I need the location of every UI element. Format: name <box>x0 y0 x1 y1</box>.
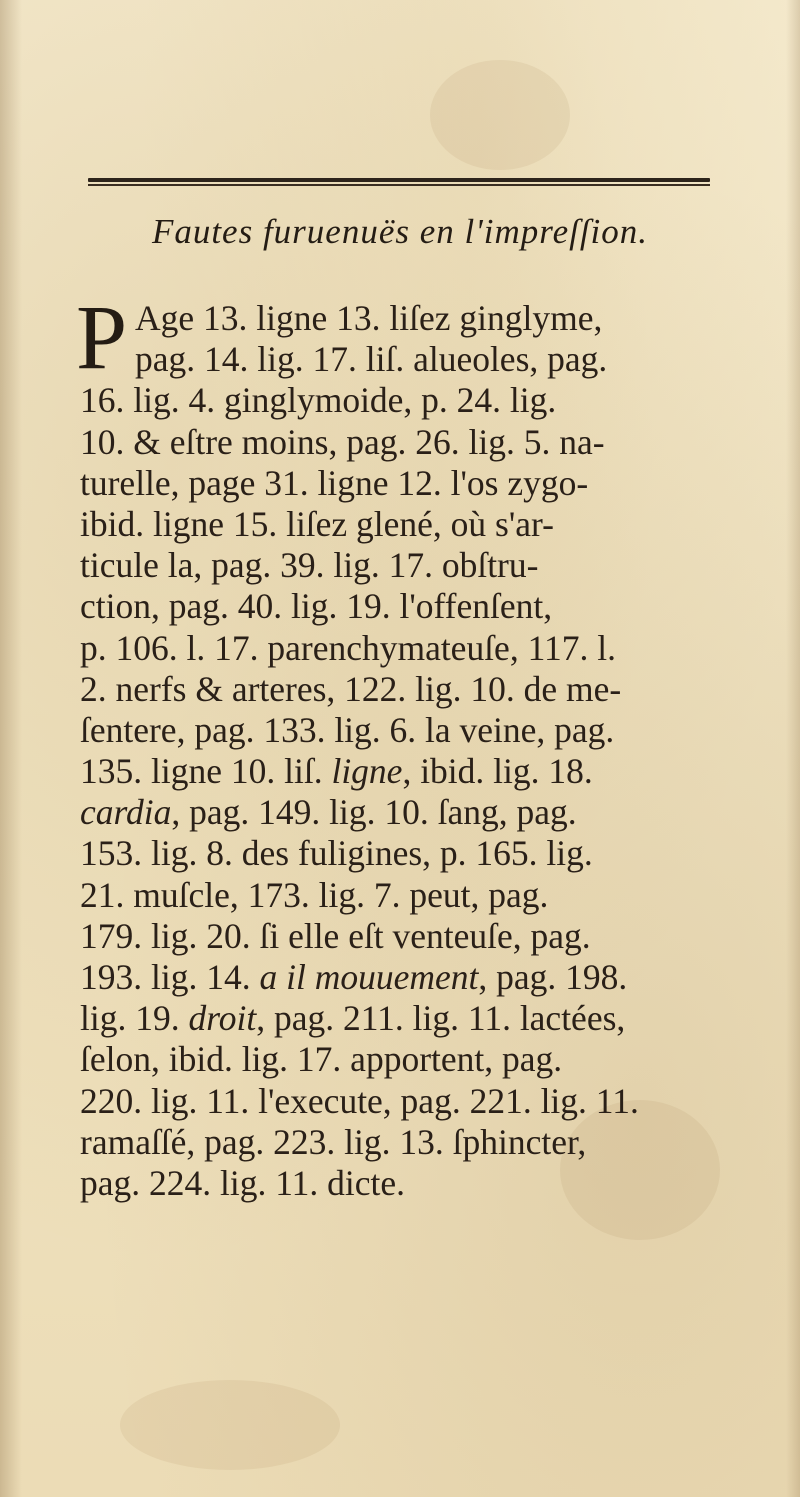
errata-lines <box>80 298 720 1204</box>
italic-text: ligne <box>331 751 403 792</box>
text-line <box>80 1039 720 1080</box>
text-line <box>80 545 720 586</box>
text-line <box>80 504 720 545</box>
text-line <box>80 751 720 792</box>
text-segment: turelle, page 31. ligne 12. l'os zygo- <box>80 462 589 503</box>
text-line <box>80 422 720 463</box>
text-segment: ramaſſé, pag. 223. lig. 13. ſphincter, <box>80 1121 587 1162</box>
text-segment: ſelon, ibid. lig. 17. apportent, pag. <box>80 1039 563 1080</box>
text-line <box>80 586 720 627</box>
text-segment: 10. & eſtre moins, pag. 26. lig. 5. na- <box>80 421 605 462</box>
errata-heading: Fautes furuenuës en l'impreſſion. <box>151 212 649 251</box>
text-line <box>80 669 720 710</box>
text-line <box>80 710 720 751</box>
header-rule <box>88 178 710 187</box>
header-rule-thick <box>88 178 710 182</box>
text-line <box>80 1163 720 1204</box>
text-segment: ticule la, pag. 39. lig. 17. obſtru- <box>80 545 539 586</box>
text-line <box>80 833 720 874</box>
text-segment: p. 106. l. 17. parenchymateuſe, 117. l. <box>80 627 616 668</box>
text-segment: 135. ligne 10. liſ. <box>80 751 332 792</box>
text-segment: 179. lig. 20. ſi elle eſt venteuſe, pag. <box>80 915 591 956</box>
text-segment: 16. lig. 4. ginglymoide, p. 24. lig. <box>80 380 557 421</box>
text-line <box>80 792 720 833</box>
paper-stain <box>430 60 570 170</box>
text-line <box>80 957 720 998</box>
italic-text: cardia <box>80 792 172 833</box>
errata-text <box>76 286 720 1204</box>
text-segment: 2. nerfs & arteres, 122. lig. 10. de me- <box>80 668 622 709</box>
drop-cap: P <box>76 286 128 388</box>
text-line <box>80 1122 720 1163</box>
text-line <box>80 339 720 380</box>
text-segment: ibid. ligne 15. liſez glené, où s'ar- <box>80 503 554 544</box>
text-line <box>80 998 720 1039</box>
text-line <box>80 628 720 669</box>
text-segment: , pag. 211. lig. 11. lactées, <box>256 998 626 1039</box>
text-segment: ſentere, pag. 133. lig. 6. la veine, pag. <box>80 709 615 750</box>
header-rule-thin <box>88 184 710 186</box>
text-line <box>80 298 720 339</box>
text-line <box>80 463 720 504</box>
text-segment: , pag. 198. <box>478 957 628 997</box>
italic-text: droit <box>188 998 257 1039</box>
text-segment: ction, pag. 40. lig. 19. l'offenſent, <box>80 586 553 627</box>
text-segment: 153. lig. 8. des fuligines, p. 165. lig. <box>80 833 593 874</box>
text-line <box>80 380 720 421</box>
text-segment: , ibid. lig. 18. <box>402 751 593 792</box>
text-segment: Age 13. ligne 13. liſez ginglyme, <box>135 298 603 338</box>
text-segment: pag. 14. lig. 17. liſ. alueoles, pag. <box>135 339 608 380</box>
text-line <box>80 875 720 916</box>
italic-text: a il mouuement <box>259 957 479 997</box>
text-line <box>80 916 720 957</box>
text-segment: , pag. 149. lig. 10. ſang, pag. <box>171 792 577 833</box>
paper-stain <box>120 1380 340 1470</box>
text-line <box>80 1081 720 1122</box>
text-segment: lig. 19. <box>80 998 189 1039</box>
text-segment: pag. 224. lig. 11. dicte. <box>80 1162 406 1203</box>
text-segment: 21. muſcle, 173. lig. 7. peut, pag. <box>80 874 549 915</box>
text-segment: 220. lig. 11. l'execute, pag. 221. lig. 11. <box>80 1080 639 1121</box>
text-segment: 193. lig. 14. <box>80 957 260 997</box>
